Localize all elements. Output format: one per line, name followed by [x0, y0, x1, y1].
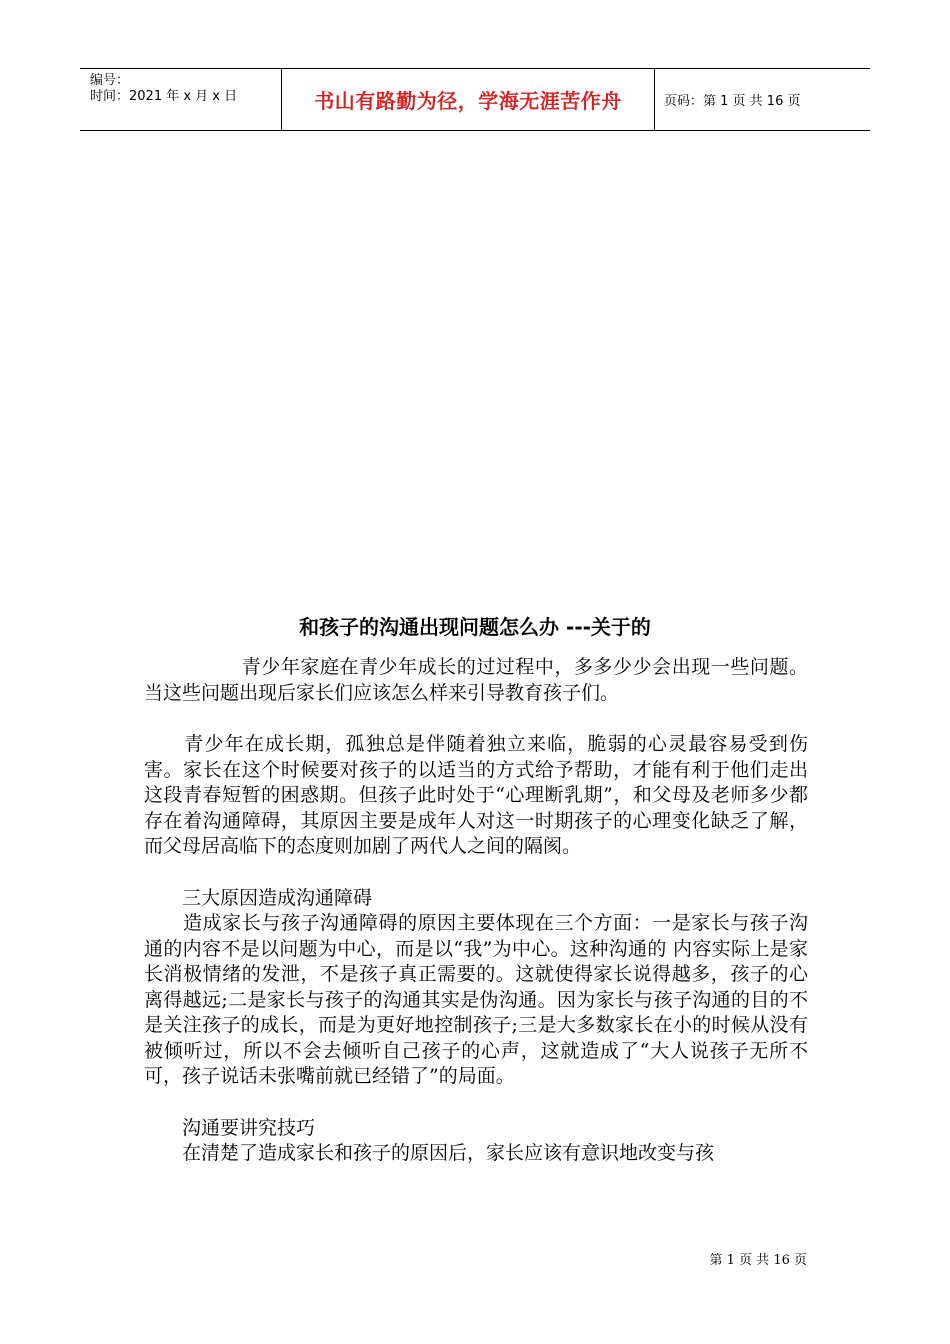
header-motto: 书山有路勤为径，学海无涯苦作舟 [314, 89, 622, 113]
page-footer: 第 1 页 共 16 页 [709, 1253, 807, 1268]
body-paragraph-1: 青少年在成长期，孤独总是伴随着独立来临，脆弱的心灵最容易受到伤害。家长在这个时候要对孩子的以适当的方式给予帮助，才能有利于他们走出这段青春短暂的困惑期。但孩子此时处于“心理断乳期”，和父母及老师多少都存在着沟通障碍，其原因主要是成年人对这一时期孩子的心理变化缺乏了解，而父母居高临下的态度则加剧了两代人之间的隔阂。 [144, 733, 808, 857]
header-page-info: 页码：第 1 页 共 16 页 [664, 94, 801, 109]
paragraph-spacer [144, 860, 808, 886]
header-motto-cell [281, 69, 655, 130]
document-body [144, 655, 808, 1167]
paragraph-spacer [144, 1090, 808, 1116]
intro-paragraph: 青少年家庭在青少年成长的过过程中，多多少少会出现一些问题。当这些问题出现后家长们应该怎么样来引导教育孩子们。 [144, 656, 808, 704]
page-header [80, 68, 870, 131]
section-heading-causes: 三大原因造成沟通障碍 [144, 886, 373, 909]
document-title: 和孩子的沟通出现问题怎么办 ---关于的 [299, 615, 651, 639]
paragraph-spacer [144, 706, 808, 732]
header-meta-cell [80, 69, 281, 130]
header-page-cell [654, 69, 870, 130]
date-label: 时间：2021 年 x 月 x 日 [90, 89, 238, 104]
body-paragraph-3: 在清楚了造成家长和孩子的原因后，家长应该有意识地改变与孩 [144, 1142, 715, 1164]
body-paragraph-2: 造成家长与孩子沟通障碍的原因主要体现在三个方面：一是家长与孩子沟通的内容不是以问题为中心，而是以“我”为中心。这种沟通的 内容实际上是家长消极情绪的发泄，不是孩子真正需要的。这就使得家长说得越多，孩子的心离得越远;二是家长与孩子的沟通其实是伪沟通。因为家长与孩子沟通的目的不是关注孩子的成长，而是为更好地控制孩子;三是大多数家长在小的时候从没有被倾听过，所以不会去倾听自己孩子的心声，这就造成了“大人说孩子无所不可，孩子说话未张嘴前就已经错了”的局面。 [144, 912, 808, 1087]
serial-number-label: 编号： [90, 73, 130, 88]
section-heading-skills: 沟通要讲究技巧 [144, 1116, 316, 1139]
